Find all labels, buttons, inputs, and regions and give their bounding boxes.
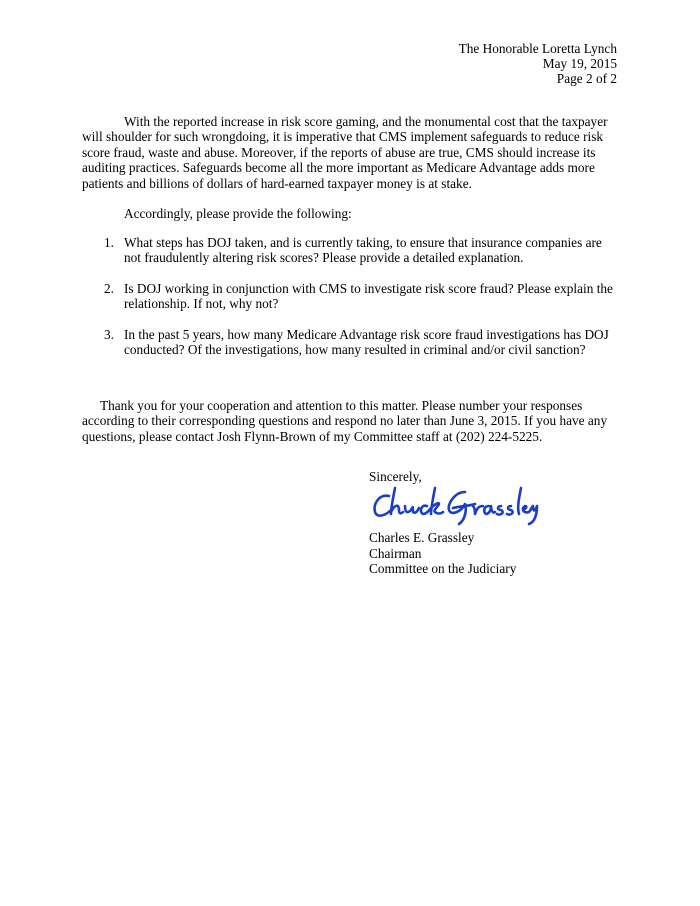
closing-salutation: Sincerely, [369,469,422,484]
question-text: What steps has DOJ taken, and is currently taking, to ensure that insurance companies are not fraudulently altering risk scores? Please provide a detailed explanation. [124,235,602,266]
page-number: Page 2 of 2 [556,71,617,86]
signature-stroke [431,488,443,514]
question-text: Is DOJ working in conjunction with CMS to investigate risk score fraud? Please explain the relationship. If not, why not? [124,280,613,312]
signature-stroke [497,506,503,515]
question-text: In the past 5 years, how many Medicare Advantage risk score fraud investigations has DOJ conducted? Of the investigations, how many resulted in criminal and/or civil sanction? [124,326,609,358]
signer-title: Chairman [369,545,422,561]
signature-stroke [523,506,537,524]
body-paragraph-3: Thank you for your cooperation and attention to this matter. Please number your responses according to their corresponding questions and respond no later than June 3, 2015. If you have any questions, please contact Josh Flynn-Brown of my Committee staff at (202) 224-5225. [82,398,608,444]
signer-name: Charles E. Grassley [369,530,475,545]
signer-committee: Committee on the Judiciary [369,561,517,577]
signature-stroke [518,488,521,514]
body-paragraph-1: With the reported increase in risk score gaming, and the monumental cost that the taxpayer will shoulder for such wrongdoing, it is imperative that CMS implement safeguards to reduce risk score fraud, waste and abuse. Moreover, if the reports of abuse are true, CMS should increase its auditing practices. Safeguards become all the more important as Medicare Advantage adds more patients and billions of dollars of hard-earned taxpayer money is at stake. [82,114,608,191]
question-item [82,281,622,312]
question-item [82,327,622,358]
signature-block [369,530,516,577]
signature-stroke [391,488,403,514]
signature-stroke [449,492,475,524]
signature-stroke [507,506,513,515]
signature-stroke [405,506,419,513]
letter-header [459,41,617,86]
question-number: 3. [104,326,114,342]
signature-stroke [421,506,431,514]
question-list [82,235,622,372]
recipient-line: The Honorable Loretta Lynch [458,41,617,56]
question-item [82,235,622,266]
handwritten-signature [369,482,539,526]
signature-stroke [375,496,391,516]
question-number: 2. [104,280,114,296]
question-number: 1. [104,235,114,250]
body-paragraph-2: Accordingly, please provide the following: [124,206,352,221]
date-line: May 19, 2015 [542,56,617,71]
signature-stroke [484,506,495,514]
signature-stroke [473,506,483,514]
